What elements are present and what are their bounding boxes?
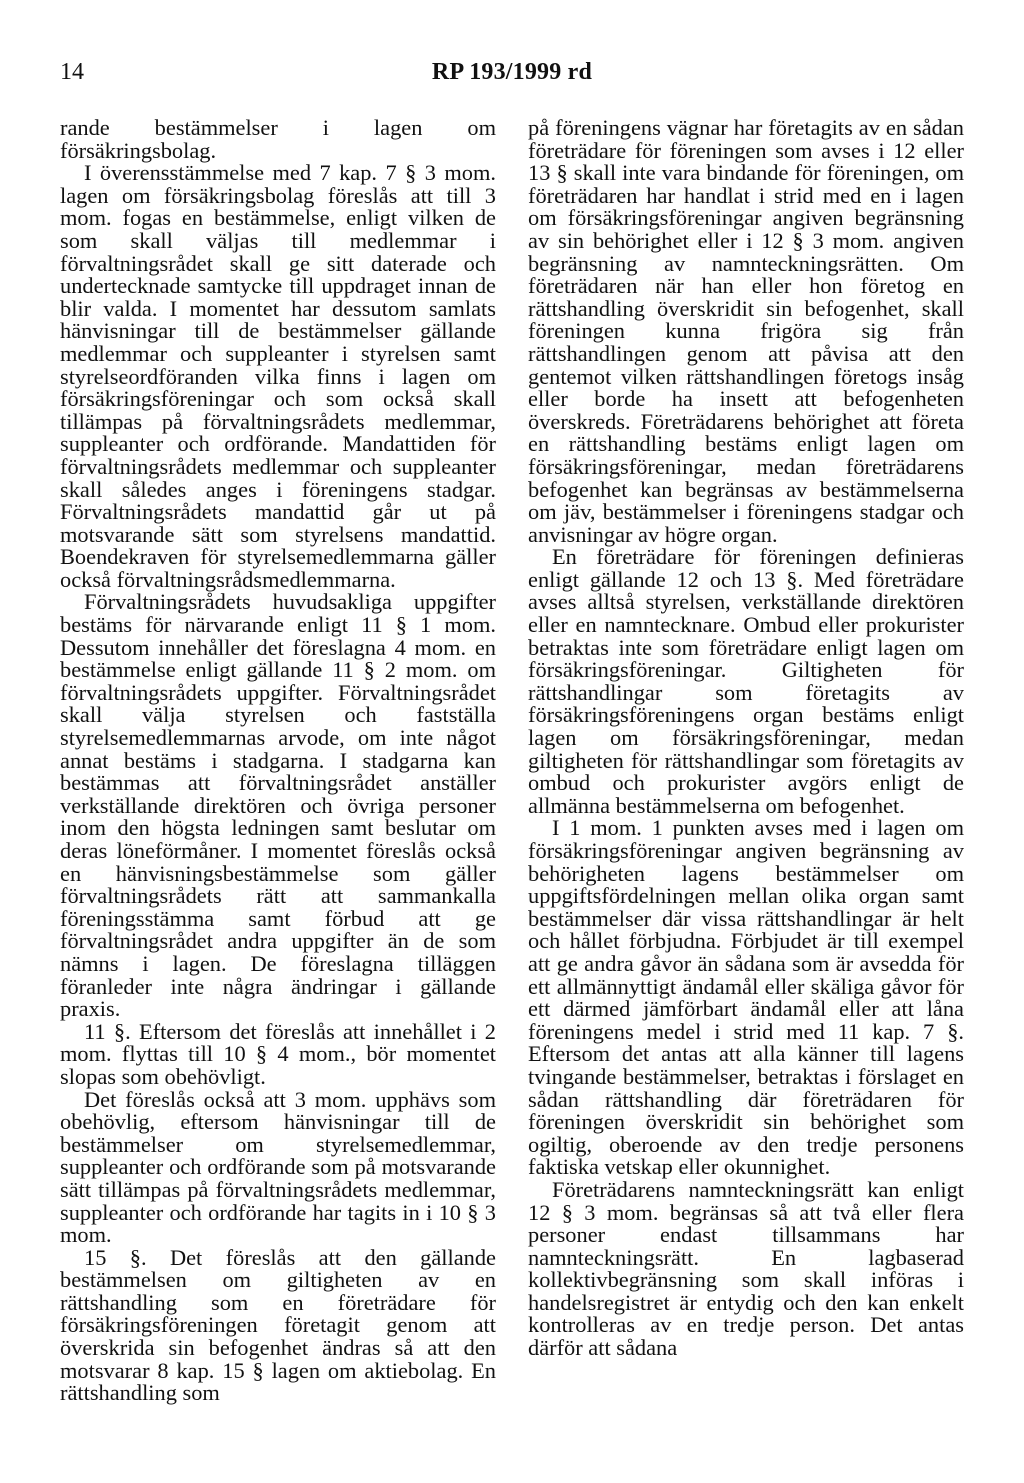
paragraph: på föreningens vägnar har företagits av en sådan företrädare för föreningen som avses i 12 eller 13 § skall inte vara bindande för föreningen, om företrädaren har handlat i strid med en i lagen om försäkringsföreningar angiven begränsning av sin behörighet eller i 12 § 3 mom. angiven begränsning av namnteckningsrätten. Om företrädaren när han eller hon företog en rättshandling överskridit sin befogenhet, skall föreningen kunna frigöra sig från rättshandlingen genom att påvisa att den gentemot vilken rättshandlingen företogs insåg eller borde ha insett att befogenheten överskreds. Företrädarens behörighet att företa en rättshandling bestäms enligt lagen om försäkringsföreningar, medan företrädarens befogenhet kan begränsas av bestämmelserna om jäv, bestämmelser i föreningens stadgar och anvisningar av högre organ. [528,115,964,547]
paragraph: 11 §. Eftersom det föreslås att innehållet i 2 mom. flyttas till 10 § 4 mom., bör momentet slopas som obehövligt. [60,1018,496,1089]
paragraph: Det föreslås också att 3 mom. upphävs som obehövlig, eftersom hänvisningar till de bestämmelser om styrelsemedlemmar, suppleanter och ordförande som på motsvarande sätt tillämpas på förvaltningsrådets medlemmar, suppleanter och ordförande har tagits in i 10 § 3 mom. [60,1086,496,1248]
paragraph: Företrädarens namnteckningsrätt kan enligt 12 § 3 mom. begränsas så att två eller flera personer endast tillsammans har namnteckningsrätt. En lagbaserad kollektivbegränsning som skall införas i handelsregistret är entydig och den kan enkelt kontrolleras av en tredje person. Det antas därför att sådana [528,1176,964,1361]
left-column [60,117,496,1405]
paragraph: 15 §. Det föreslås att den gällande bestämmelsen om giltigheten av en rättshandling som en företrädare för försäkringsföreningen företagit genom att överskrida sin befogenhet ändras så att den motsvarar 8 kap. 15 § lagen om aktiebolag. En rättshandling som [60,1244,496,1406]
paragraph: rande bestämmelser i lagen om försäkringsbolag. [60,115,496,163]
page-header [60,52,964,92]
paragraph: En företrädare för föreningen definieras enligt gällande 12 och 13 §. Med företrädare avses alltså styrelsen, verkställande direktören eller en namntecknare. Ombud eller prokurister betraktas inte som företrädare enligt lagen om försäkringsföreningar. Giltigheten för rättshandlingar som företagits av försäkringsföreningens organ bestäms enligt lagen om försäkringsföreningar, medan giltigheten för rättshandlingar som företagits av ombud och prokurister avgörs enligt de allmänna bestämmelserna om befogenhet. [528,544,964,818]
paragraph: I 1 mom. 1 punkten avses med i lagen om försäkringsföreningar angiven begränsning av behörigheten lagens bestämmelser om uppgiftsfördelningen mellan olika organ samt bestämmelser där vissa rättshandlingar är helt och hållet förbjudna. Förbjudet är till exempel att ge andra gåvor än sådana som är avsedda för ett allmännyttigt ändamål eller skäliga gåvor för ett därmed jämförbart ändamål eller att låna föreningens medel i strid med 11 kap. 7 §. Eftersom det antas att alla känner till lagens tvingande bestämmelser, betraktas i förslaget en sådan rättshandling där företrädaren för föreningen överskridit sin behörighet som ogiltig, oberoende av den tredje personens faktiska vetskap eller okunnighet. [528,815,964,1180]
page-number: 14 [60,59,84,85]
paragraph: I överensstämmelse med 7 kap. 7 § 3 mom. lagen om försäkringsbolag föreslås att till 3 mom. fogas en bestämmelse, enligt vilken de som skall väljas till medlemmar i förvaltningsrådet skall ge sitt daterade och undertecknade samtycke till uppdraget innan de blir valda. I momentet har dessutom samlats hänvisningar till de bestämmelser gällande medlemmar och suppleanter i styrelsen samt styrelseordföranden vilka finns i lagen om försäkringsföreningar och som också skall tillämpas på förvaltningsrådets medlemmar, suppleanter och ordförande. Mandattiden för förvaltningsrådets medlemmar och suppleanter skall således anges i föreningens stadgar. Förvaltningsrådets mandattid går ut på motsvarande sätt som styrelsens mandattid. Boendekraven för styrelsemedlemmarna gäller också förvaltningsrådsmedlemmarna. [60,160,496,592]
paragraph: Förvaltningsrådets huvudsakliga uppgifter bestäms för närvarande enligt 11 § 1 mom. Dessutom innehåller det föreslagna 4 mom. en bestämmelse enligt gällande 11 § 2 mom. om förvaltningsrådets uppgifter. Förvaltningsrådet skall välja styrelsen och fastställa styrelsemedlemmarnas arvode, om inte något annat bestäms i stadgarna. I stadgarna kan bestämmas att förvaltningsrådet anställer verkställande direktören och övriga personer inom den högsta ledningen samt beslutar om deras löneförmåner. I momentet föreslås också en hänvisningsbestämmelse som gäller förvaltningsrådets rätt att sammankalla föreningsstämma samt förbud att ge förvaltningsrådet andra uppgifter än de som nämns i lagen. De föreslagna tilläggen föranleder inte några ändringar i gällande praxis. [60,589,496,1022]
right-column [528,117,964,1360]
document-reference: RP 193/1999 rd [431,59,593,85]
